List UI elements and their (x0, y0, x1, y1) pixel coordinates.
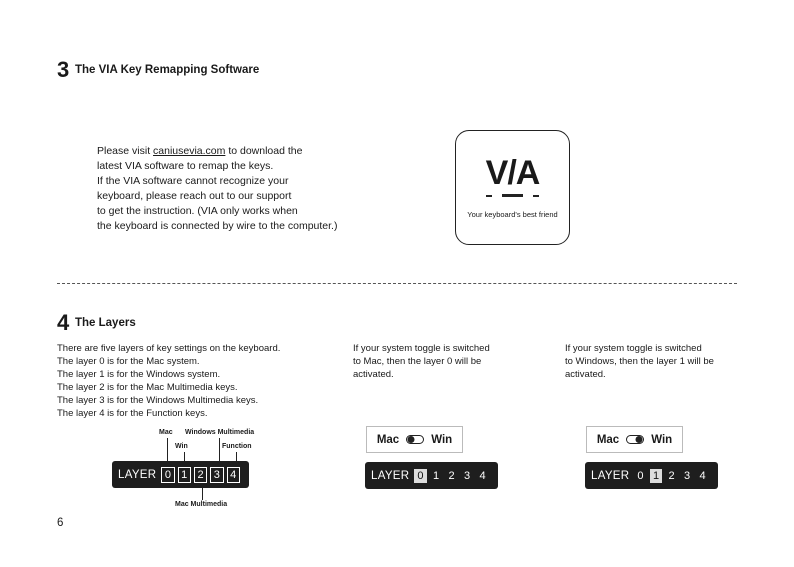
via-instructions (97, 144, 427, 234)
layer-cell-4: 4 (227, 467, 240, 483)
section-4-number: 4 (57, 310, 70, 335)
annot-function-line (236, 452, 237, 461)
mac-layer-bar (365, 462, 498, 489)
annot-mac-multimedia-line (202, 488, 203, 500)
annot-win: Win (175, 443, 188, 450)
layer-cell-4: 4 (479, 469, 486, 482)
win-layer-bar (585, 462, 718, 489)
layer-cell-1: 1 (178, 467, 191, 483)
toggle-win-label: Win (651, 433, 673, 446)
layer-label: LAYER (591, 469, 630, 482)
via-text-prefix: Please visit (97, 145, 154, 157)
page-number: 6 (57, 517, 64, 529)
layer-cell-1-active: 1 (650, 469, 663, 483)
annot-win-line (184, 452, 185, 461)
via-logo-card (455, 130, 570, 245)
annot-windows-multimedia: Windows Multimedia (185, 429, 255, 436)
annot-mac: Mac (159, 429, 173, 436)
annot-mac-multimedia: Mac Multimedia (175, 501, 228, 508)
layer-cell-3: 3 (464, 469, 471, 482)
via-wordmark: V/A (485, 154, 540, 192)
layer-label: LAYER (118, 468, 157, 481)
toggle-switch-right-icon (626, 435, 644, 444)
section-4-title: The Layers (75, 317, 136, 329)
toggle-win-label: Win (431, 433, 453, 446)
layer-diagram-bar (112, 461, 249, 488)
layer-cell-2: 2 (668, 469, 675, 482)
via-tagline: Your keyboard's best friend (467, 210, 558, 219)
layer-cell-2: 2 (194, 467, 207, 483)
layer-cell-2: 2 (448, 469, 455, 482)
annot-windows-multimedia-line (219, 438, 220, 461)
layer-cell-4: 4 (699, 469, 706, 482)
layer-cell-1: 1 (432, 469, 440, 482)
section-3-number: 3 (57, 57, 70, 82)
toggle-switch-left-icon (406, 435, 424, 444)
layers-intro: There are five layers of key settings on the keyboard. The layer 0 is for the Mac system. The layer 1 is for the Windows system. The layer 2 is for the Mac Multimedia keys. The layer 3 is for the Windows Multimedia keys. The layer 4 is for the Function keys. (57, 343, 281, 419)
layer-cell-0-active: 0 (414, 469, 427, 483)
layer-cell-3: 3 (684, 469, 691, 482)
mac-toggle-note: If your system toggle is switched to Mac, then the layer 0 will be activated. (353, 343, 490, 380)
layer-label: LAYER (371, 469, 410, 482)
caniusevia-link[interactable]: caniusevia.com (153, 145, 226, 157)
section-divider (57, 283, 737, 284)
annot-mac-line (167, 438, 168, 461)
toggle-mac-label: Mac (596, 433, 620, 446)
layer-cell-3: 3 (210, 467, 223, 483)
annot-function: Function (222, 443, 252, 450)
win-toggle-example (586, 426, 683, 453)
layer-cell-0: 0 (637, 469, 644, 482)
layer-cell-0: 0 (161, 467, 174, 483)
mac-toggle-example (366, 426, 463, 453)
via-underline-icon (486, 193, 539, 199)
win-toggle-note: If your system toggle is switched to Windows, then the layer 1 will be activated. (565, 343, 714, 380)
toggle-mac-label: Mac (376, 433, 400, 446)
via-text-rest: to download the latest VIA software to remap the keys. If the VIA software cannot recognize your keyboard, please reach out to our support to get the instruction. (VIA only works when the keyboard is connected by wire to the computer.) (97, 145, 338, 232)
section-3-title: The VIA Key Remapping Software (75, 64, 260, 76)
